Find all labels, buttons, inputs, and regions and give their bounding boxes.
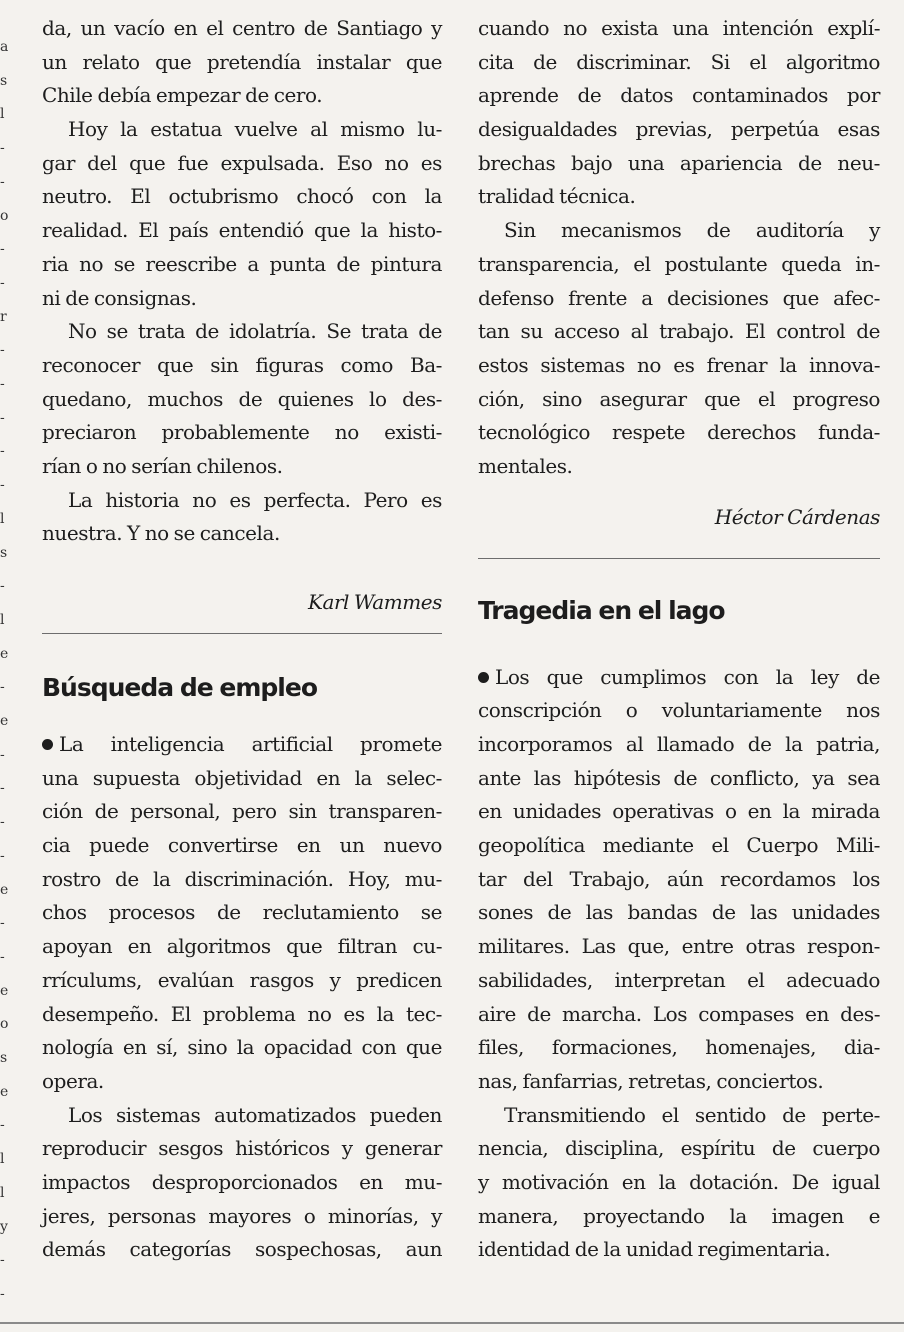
text-line: militares. Las que, entre otras respon-	[478, 934, 880, 959]
gutter-mark: -	[0, 342, 5, 359]
text-line: ción de personal, pero sin transparen-	[42, 799, 442, 824]
text-line: rostro de la discriminación. Hoy, mu-	[42, 866, 442, 891]
gutter-mark: l	[0, 1151, 5, 1168]
gutter-mark: -	[0, 477, 5, 494]
gutter-mark: -	[0, 274, 5, 291]
text-line: ción, sino asegurar que el progreso	[478, 386, 880, 411]
gutter-mark: -	[0, 578, 5, 595]
gutter-mark: -	[0, 1285, 5, 1302]
text-line: reconocer que sin figuras como Ba-	[42, 352, 442, 377]
text-line: un relato que pretendía instalar que	[42, 49, 442, 74]
text-line: transparencia, el postulante queda in-	[478, 251, 880, 276]
text-line: files, formaciones, homenajes, dia-	[478, 1035, 880, 1060]
gutter-mark: -	[0, 948, 5, 965]
text-line: desempeño. El problema no es la tec-	[42, 1001, 442, 1026]
text-line: y motivación en la dotación. De igual	[478, 1169, 880, 1194]
gutter-mark: e	[0, 982, 9, 999]
text-line: sabilidades, interpretan el adecuado	[478, 967, 880, 992]
gutter-mark: -	[0, 847, 5, 864]
text-line: brechas bajo una apariencia de neu-	[478, 150, 880, 175]
text-line: ria no se reescribe a punta de pintura	[42, 251, 442, 276]
letter-heading: Búsqueda de empleo	[42, 673, 318, 702]
left-column	[42, 12, 442, 1267]
text-line: estos sistemas no es frenar la innova-	[478, 352, 880, 377]
author-signature: Héctor Cárdenas	[714, 504, 880, 529]
gutter-mark: -	[0, 1252, 5, 1269]
text-line: apoyan en algoritmos que filtran cu-	[42, 934, 442, 959]
gutter-mark: r	[0, 308, 7, 325]
text-line: identidad de la unidad regimentaria.	[478, 1237, 831, 1262]
text-line: conscripción o voluntariamente nos	[478, 698, 880, 723]
gutter-mark: s	[0, 72, 8, 89]
text-line: tar del Trabajo, aún recordamos los	[478, 866, 880, 891]
gutter-mark: s	[0, 544, 8, 561]
gutter-mark: s	[0, 1050, 8, 1066]
gutter-mark: e	[0, 1083, 9, 1100]
text-line: mentales.	[478, 453, 573, 478]
text-line: neutro. El octubrismo chocó con la	[42, 184, 442, 209]
text-line: una supuesta objetividad en la selec-	[42, 765, 442, 790]
text-line: cia puede convertirse en un nuevo	[42, 833, 442, 858]
gutter-mark: -	[0, 376, 5, 392]
text-line: defenso frente a decisiones que afec-	[478, 285, 880, 310]
text-line: jeres, personas mayores o minorías, y	[42, 1203, 442, 1228]
gutter-mark: l	[0, 1184, 5, 1201]
text-line: nencia, disciplina, espíritu de cuerpo	[478, 1136, 880, 1161]
text-line: da, un vacío en el centro de Santiago y	[42, 16, 442, 40]
text-line: rrículums, evalúan rasgos y predicen	[42, 967, 442, 992]
text-line: desigualdades previas, perpetúa esas	[478, 117, 880, 142]
text-line: realidad. El país entendió que la histo-	[42, 218, 442, 243]
text-line: incorporamos al llamado de la patria,	[478, 732, 880, 756]
author-signature: Karl Wammes	[307, 590, 442, 614]
text-line: sones de las bandas de las unidades	[478, 900, 880, 925]
text-line: reproducir sesgos históricos y generar	[42, 1136, 442, 1161]
gutter-mark: y	[0, 1218, 8, 1235]
gutter-mark: o	[0, 207, 9, 224]
gutter-mark: a	[0, 39, 9, 55]
text-line: aire de marcha. Los compases en des-	[478, 1001, 880, 1026]
text-line: tan su acceso al trabajo. El control de	[478, 319, 880, 344]
text-line: cita de discriminar. Si el algoritmo	[478, 49, 880, 74]
gutter-mark: -	[0, 1117, 5, 1134]
gutter-mark: l	[0, 106, 5, 123]
letter-heading: Tragedia en el lago	[478, 595, 725, 625]
clipped-previous-column-marks	[0, 0, 14, 1332]
text-line: aprende de datos contaminados por	[478, 83, 880, 108]
text-line: manera, proyectando la imagen e	[478, 1203, 880, 1228]
text-line: Hoy la estatua vuelve al mismo lu-	[68, 117, 442, 142]
bullet-icon	[478, 672, 489, 683]
text-line: opera.	[42, 1068, 104, 1093]
gutter-mark: -	[0, 443, 5, 460]
text-line: geopolítica mediante el Cuerpo Mili-	[478, 833, 880, 858]
text-line: quedano, muchos de quienes lo des-	[42, 386, 442, 411]
gutter-mark: -	[0, 746, 5, 763]
text-line: No se trata de idolatría. Se trata de	[68, 319, 442, 344]
right-column	[478, 12, 880, 1267]
text-line: tecnológico respete derechos funda-	[478, 420, 880, 445]
page-bottom-rule	[0, 1322, 904, 1324]
text-line: ante las hipótesis de conflicto, ya sea	[478, 765, 880, 790]
gutter-mark: -	[0, 173, 5, 190]
gutter-mark: -	[0, 814, 5, 831]
gutter-mark: e	[0, 881, 9, 898]
text-line: nología en sí, sino la opacidad con que	[42, 1035, 442, 1060]
text-line: Transmitiendo el sentido de perte-	[504, 1102, 880, 1127]
text-line: rían o no serían chilenos.	[42, 453, 283, 478]
gutter-mark: l	[0, 510, 5, 527]
text-line: tralidad técnica.	[478, 184, 636, 209]
text-line: chos procesos de reclutamiento se	[42, 900, 442, 925]
text-line: en unidades operativas o en la mirada	[478, 799, 880, 824]
gutter-mark: -	[0, 241, 5, 258]
text-line: Sin mecanismos de auditoría y	[504, 218, 880, 243]
text-line: preciaron probablemente no existi-	[42, 420, 442, 445]
text-line: ni de consignas.	[42, 285, 197, 310]
gutter-mark: -	[0, 780, 5, 797]
text-line: cuando no exista una intención explí-	[478, 16, 880, 40]
bullet-icon	[42, 739, 53, 750]
gutter-mark: e	[0, 713, 9, 729]
text-line: nas, fanfarrias, retretas, conciertos.	[478, 1068, 824, 1093]
text-line: Chile debía empezar de cero.	[42, 83, 323, 108]
gutter-mark: -	[0, 140, 5, 157]
text-line: La historia no es perfecta. Pero es	[68, 487, 442, 512]
text-line: nuestra. Y no se cancela.	[42, 521, 280, 546]
gutter-mark: l	[0, 611, 5, 628]
gutter-mark: e	[0, 645, 9, 662]
gutter-mark: -	[0, 409, 5, 426]
text-line: impactos desproporcionados en mu-	[42, 1169, 442, 1194]
text-line: demás categorías sospechosas, aun	[42, 1237, 442, 1262]
text-line: La inteligencia artificial promete	[42, 728, 442, 762]
text-line: Los sistemas automatizados pueden	[68, 1102, 442, 1127]
text-line: Los que cumplimos con la ley de	[478, 661, 880, 695]
text-line: gar del que fue expulsada. Eso no es	[42, 150, 442, 175]
gutter-mark: o	[0, 1016, 9, 1033]
gutter-mark: -	[0, 679, 5, 696]
gutter-mark: -	[0, 915, 5, 932]
